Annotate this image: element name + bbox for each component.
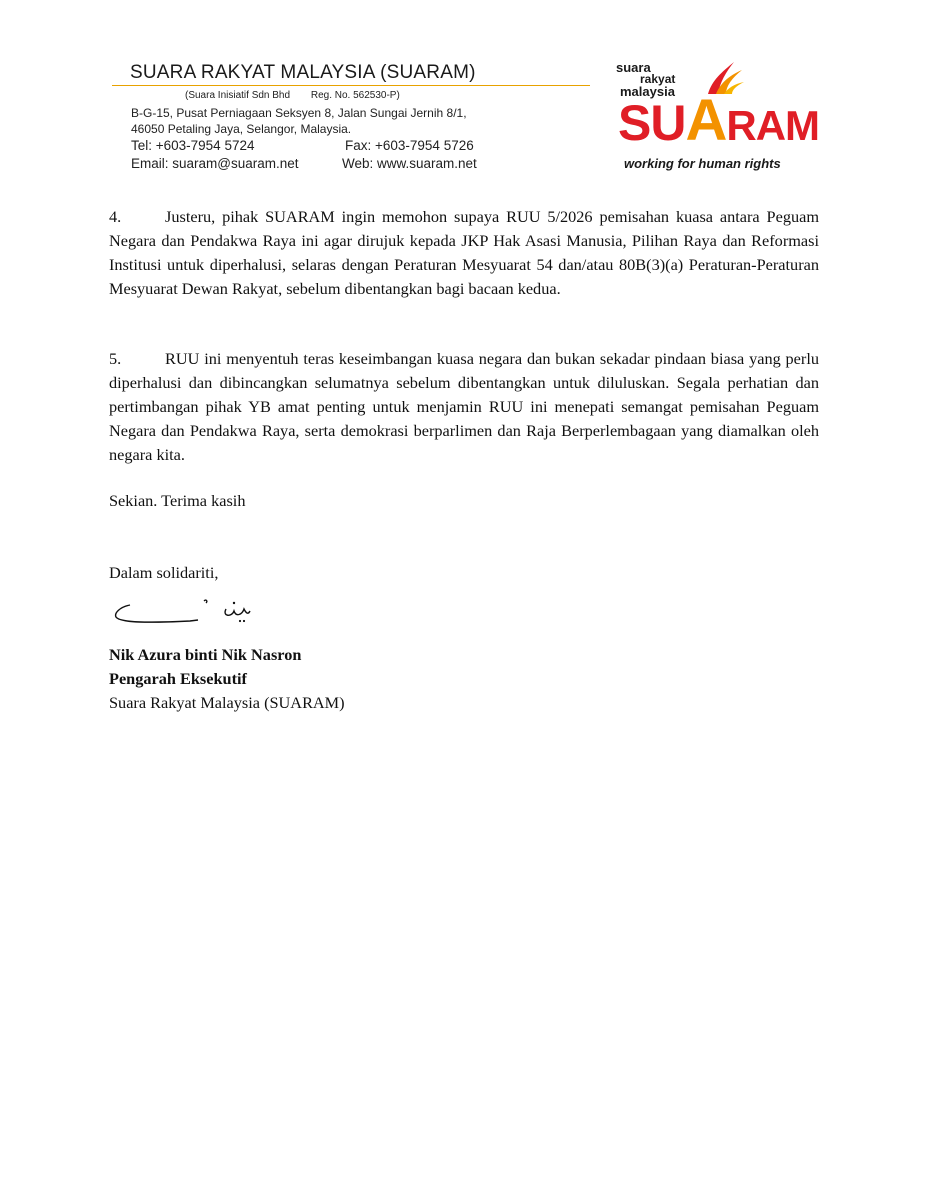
paragraph-4 [109, 205, 819, 301]
suaram-logo [612, 58, 820, 178]
address-line-2: 46050 Petaling Jaya, Selangor, Malaysia. [131, 122, 352, 136]
registration-number: Reg. No. 562530-P) [310, 90, 400, 101]
paragraph-4-text: Justeru, pihak SUARAM ingin memohon supaya RUU 5/2026 pemisahan kuasa antara Peguam Negara dan Pendakwa Raya ini agar dirujuk kepada JKP Hak Asasi Manusia, Pilihan Raya dan Reformasi Institusi untuk diperhalusi, selaras dengan Peraturan Mesyuarat 54 dan/atau 80B(3)(a) Peraturan-Peraturan Mesyuarat Dewan Rakyat, sebelum dibentangkan bagi bacaan kedua. [109, 207, 819, 298]
org-name: SUARA RAKYAT MALAYSIA (SUARAM) [130, 62, 476, 83]
logo-tagline: working for human rights [624, 156, 781, 171]
address-line-1: B-G-15, Pusat Perniagaan Seksyen 8, Jalan Sungai Jernih 8/1, [131, 106, 467, 120]
registration-line [185, 90, 418, 101]
signatory-title: Pengarah Eksekutif [109, 669, 247, 688]
closing-salutation: Dalam solidariti, [109, 563, 219, 582]
logo-word-suara: suara [616, 60, 651, 75]
signatory-name: Nik Azura binti Nik Nasron [109, 645, 302, 664]
paragraph-5 [109, 347, 819, 467]
header-rule [112, 85, 590, 86]
logo-ram: RAM [726, 102, 820, 149]
logo-su: SU [618, 95, 686, 151]
closing-thanks: Sekian. Terima kasih [109, 491, 246, 510]
fax: Fax: +603-7954 5726 [345, 138, 474, 153]
logo-a: A [685, 88, 727, 153]
company-name: (Suara Inisiatif Sdn Bhd [185, 90, 291, 101]
logo-word-malaysia: malaysia [620, 84, 675, 99]
signatory-organization: Suara Rakyat Malaysia (SUARAM) [109, 693, 345, 712]
letterhead [0, 0, 927, 190]
signature [110, 595, 260, 631]
logo-word-rakyat: rakyat [640, 72, 676, 86]
paragraph-5-text: RUU ini menyentuh teras keseimbangan kuasa negara dan bukan sekadar pindaan biasa yang perlu diperhalusi dan dibincangkan selumatnya sebelum dibentangkan untuk diluluskan. Segala perhatian dan pertimbangan pihak YB amat penting untuk menjamin RUU ini menepati semangat pemisahan Peguam Negara dan Pendakwa Raya, serta demokrasi berparlimen dan Raja Berperlembagaan yang diamalkan oleh negara kita. [109, 349, 819, 464]
telephone: Tel: +603-7954 5724 [131, 138, 255, 153]
paragraph-5-number: 5. [109, 349, 122, 368]
paragraph-4-number: 4. [109, 207, 122, 226]
website: Web: www.suaram.net [342, 156, 477, 171]
email: Email: suaram@suaram.net [131, 156, 299, 171]
